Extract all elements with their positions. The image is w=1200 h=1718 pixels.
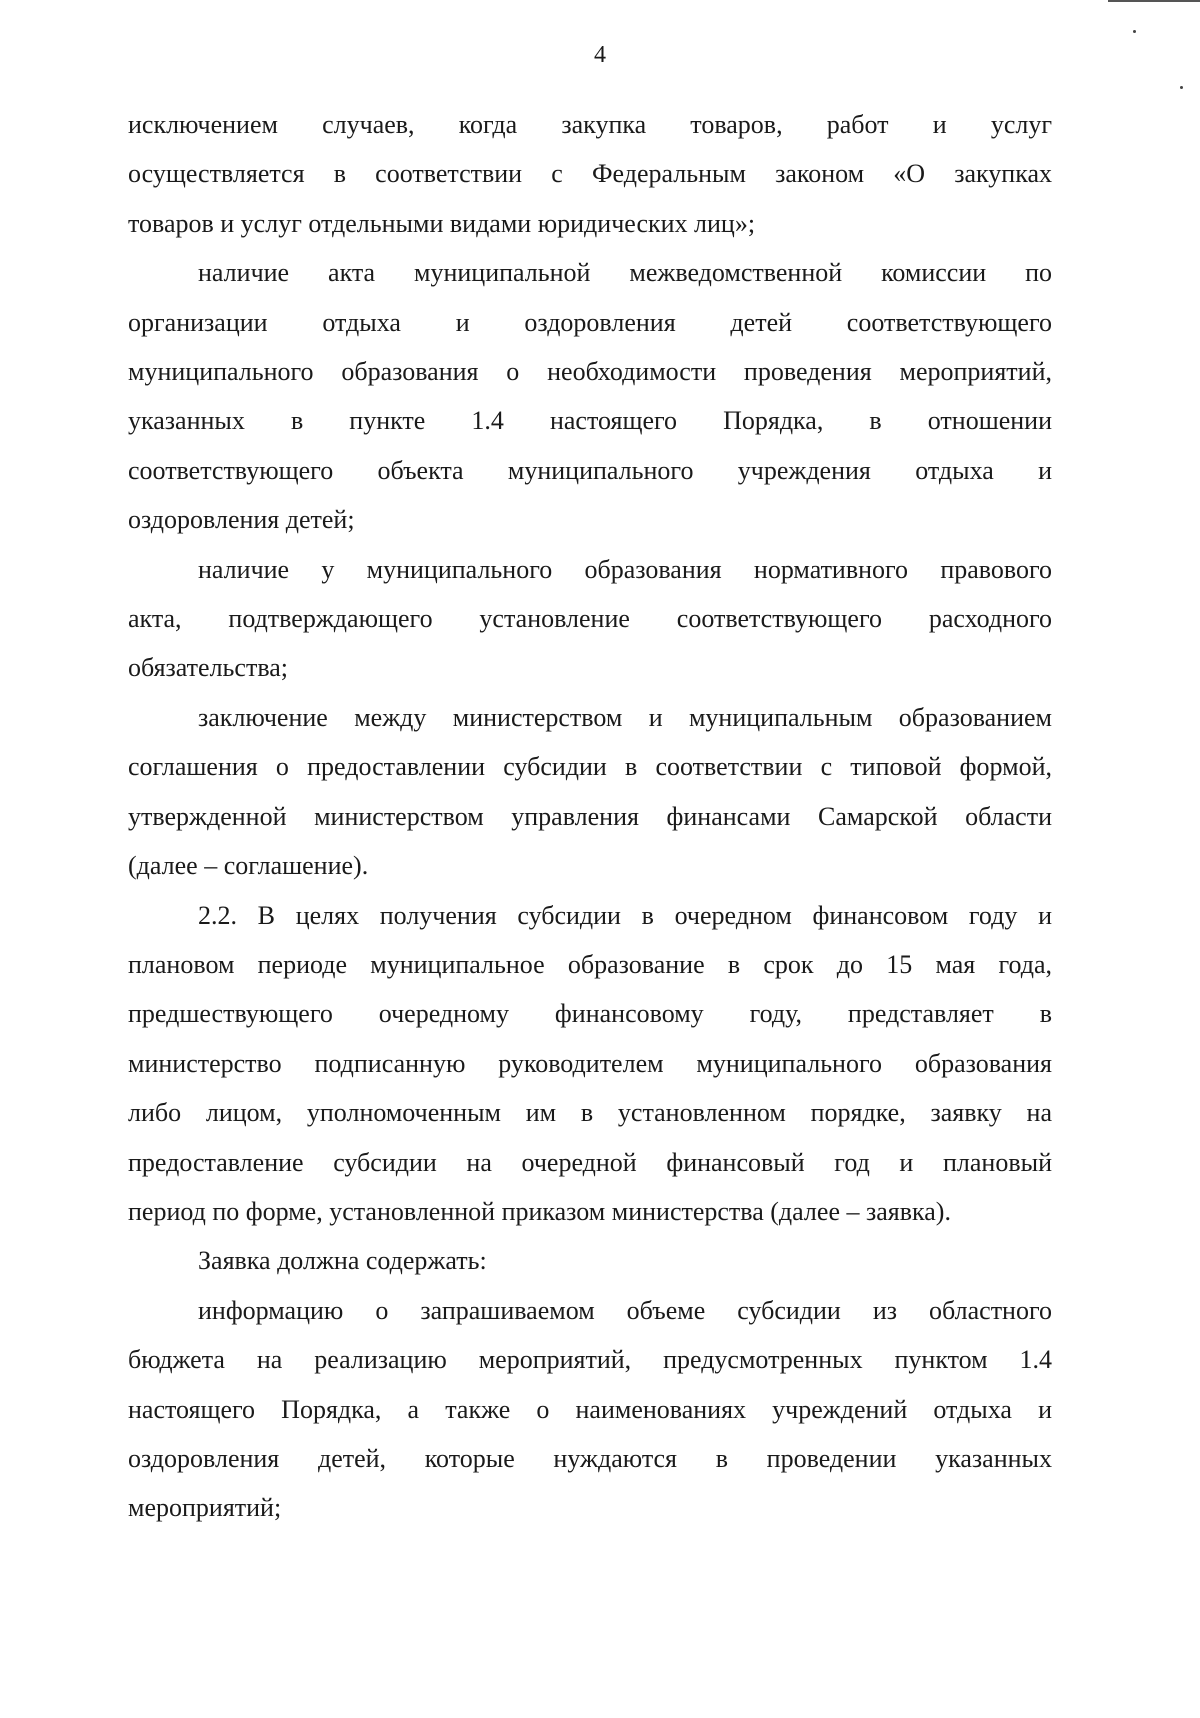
text-line: Заявка должна содержать:	[198, 1246, 487, 1276]
text-line: наличие у муниципального образования нормативного правового	[198, 554, 1052, 584]
text-line: 2.2. В целях получения субсидии в очередном финансовом году и	[198, 900, 1052, 930]
page-number: 4	[594, 42, 606, 68]
paragraph	[128, 545, 1052, 693]
paragraph	[128, 891, 1052, 1237]
text-line: соответствующего объекта муниципального учреждения отдыха и	[128, 455, 1052, 485]
text-line: мероприятий;	[128, 1493, 282, 1523]
scan-speck	[1133, 30, 1136, 33]
text-line: товаров и услуг отдельными видами юридических лиц»;	[128, 208, 756, 238]
text-line: осуществляется в соответствии с Федеральным законом «О закупках	[128, 159, 1052, 189]
text-line: оздоровления детей;	[128, 505, 355, 535]
text-line: плановом периоде муниципальное образование в срок до 15 мая года,	[128, 949, 1052, 979]
text-line: период по форме, установленной приказом министерства (далее – заявка).	[128, 1196, 951, 1226]
text-line: либо лицом, уполномоченным им в установленном порядке, заявку на	[128, 1098, 1052, 1128]
paragraph	[128, 100, 1052, 248]
text-line: соглашения о предоставлении субсидии в соответствии с типовой формой,	[128, 752, 1052, 782]
paragraph	[128, 1286, 1052, 1533]
text-line: наличие акта муниципальной межведомственной комиссии по	[198, 258, 1052, 288]
text-line: исключением случаев, когда закупка товаров, работ и услуг	[128, 110, 1052, 139]
paragraph	[128, 1236, 1052, 1285]
text-line: акта, подтверждающего установление соответствующего расходного	[128, 604, 1052, 634]
text-line: указанных в пункте 1.4 настоящего Порядка, в отношении	[128, 406, 1052, 436]
text-line: организации отдыха и оздоровления детей соответствующего	[128, 307, 1052, 337]
text-line: предшествующего очередному финансовому году, представляет в	[128, 999, 1052, 1029]
text-line: министерство подписанную руководителем муниципального образования	[128, 1048, 1052, 1078]
text-line: обязательства;	[128, 653, 289, 683]
paragraph	[128, 693, 1052, 891]
paragraph	[128, 248, 1052, 544]
text-line: муниципального образования о необходимости проведения мероприятий,	[128, 357, 1052, 387]
scan-artifact-line	[1108, 0, 1200, 2]
text-line: настоящего Порядка, а также о наименованиях учреждений отдыха и	[128, 1394, 1052, 1424]
text-line: информацию о запрашиваемом объеме субсидии из областного	[198, 1295, 1052, 1325]
text-line: оздоровления детей, которые нуждаются в проведении указанных	[128, 1443, 1052, 1473]
text-line: предоставление субсидии на очередной финансовый год и плановый	[128, 1147, 1052, 1177]
text-line: (далее – соглашение).	[128, 851, 369, 881]
text-line: утвержденной министерством управления финансами Самарской области	[128, 801, 1052, 831]
document-body	[128, 100, 1052, 1533]
text-line: заключение между министерством и муниципальным образованием	[198, 702, 1052, 732]
text-line: бюджета на реализацию мероприятий, предусмотренных пунктом 1.4	[128, 1345, 1052, 1375]
scan-speck	[1180, 86, 1183, 89]
